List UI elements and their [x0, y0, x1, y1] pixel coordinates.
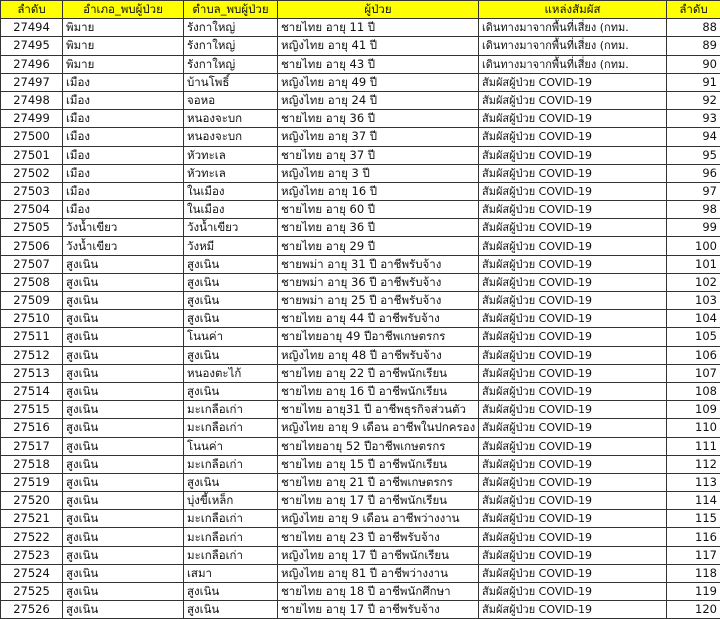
table-body: [1, 19, 720, 619]
cell-exposure-source: เดินทางมาจากพื้นที่เสี่ยง (กทม.: [479, 19, 667, 37]
cell-patient: ชายไทย อายุ 36 ปี: [278, 219, 479, 237]
cell-sequence: 88: [667, 19, 720, 37]
cell-patient: ชายไทย อายุ 15 ปี อาชีพนักเรียน: [278, 455, 479, 473]
cell-subdistrict: สูงเนิน: [184, 583, 278, 601]
cell-patient: ชายไทย อายุ 22 ปี อาชีพนักเรียน: [278, 364, 479, 382]
table-row: [1, 310, 720, 328]
cell-district: สูงเนิน: [63, 437, 184, 455]
cell-case-number: 27497: [1, 73, 63, 91]
cell-exposure-source: เดินทางมาจากพื้นที่เสี่ยง (กทม.: [479, 37, 667, 55]
table-row: [1, 273, 720, 291]
cell-case-number: 27507: [1, 255, 63, 273]
cell-subdistrict: หนองจะบก: [184, 128, 278, 146]
cell-district: สูงเนิน: [63, 546, 184, 564]
cell-subdistrict: มะเกลือเก่า: [184, 546, 278, 564]
cell-exposure-source: เดินทางมาจากพื้นที่เสี่ยง (กทม.: [479, 55, 667, 73]
cell-patient: หญิงไทย อายุ 9 เดือน อาชีพในปกครอง: [278, 419, 479, 437]
cell-case-number: 27519: [1, 473, 63, 491]
cell-district: เมือง: [63, 201, 184, 219]
cell-case-number: 27512: [1, 346, 63, 364]
cell-case-number: 27520: [1, 492, 63, 510]
cell-district: สูงเนิน: [63, 255, 184, 273]
header-exposure-source: แหล่งสัมผัส: [479, 1, 667, 19]
cell-case-number: 27505: [1, 219, 63, 237]
cell-patient: หญิงไทย อายุ 48 ปี อาชีพรับจ้าง: [278, 346, 479, 364]
cell-exposure-source: สัมผัสผู้ป่วย COVID-19: [479, 328, 667, 346]
cell-district: เมือง: [63, 164, 184, 182]
table-row: [1, 419, 720, 437]
cell-subdistrict: มะเกลือเก่า: [184, 401, 278, 419]
cell-exposure-source: สัมผัสผู้ป่วย COVID-19: [479, 201, 667, 219]
cell-exposure-source: สัมผัสผู้ป่วย COVID-19: [479, 128, 667, 146]
table-row: [1, 201, 720, 219]
cell-district: วังน้ำเขียว: [63, 219, 184, 237]
cell-case-number: 27515: [1, 401, 63, 419]
cell-patient: ชายไทย อายุ 18 ปี อาชีพนักศึกษา: [278, 583, 479, 601]
cell-sequence: 107: [667, 364, 720, 382]
cell-exposure-source: สัมผัสผู้ป่วย COVID-19: [479, 164, 667, 182]
cell-sequence: 98: [667, 201, 720, 219]
cell-case-number: 27516: [1, 419, 63, 437]
cell-district: สูงเนิน: [63, 510, 184, 528]
cell-patient: หญิงไทย อายุ 41 ปี: [278, 37, 479, 55]
cell-case-number: 27503: [1, 182, 63, 200]
cell-subdistrict: สูงเนิน: [184, 310, 278, 328]
cell-district: เมือง: [63, 146, 184, 164]
cell-exposure-source: สัมผัสผู้ป่วย COVID-19: [479, 91, 667, 109]
cell-patient: ชายไทย อายุ 37 ปี: [278, 146, 479, 164]
cell-case-number: 27522: [1, 528, 63, 546]
cell-patient: ชายไทย อายุ 21 ปี อาชีพเกษตรกร: [278, 473, 479, 491]
cell-patient: หญิงไทย อายุ 81 ปี อาชีพว่างงาน: [278, 564, 479, 582]
cell-patient: ชายไทย อายุ 23 ปี อาชีพรับจ้าง: [278, 528, 479, 546]
cell-district: เมือง: [63, 182, 184, 200]
cell-case-number: 27514: [1, 382, 63, 400]
cell-case-number: 27495: [1, 37, 63, 55]
cell-district: สูงเนิน: [63, 473, 184, 491]
cell-district: สูงเนิน: [63, 382, 184, 400]
table-header-row: [1, 1, 720, 19]
cell-subdistrict: วังหมี: [184, 237, 278, 255]
cell-sequence: 115: [667, 510, 720, 528]
cell-exposure-source: สัมผัสผู้ป่วย COVID-19: [479, 110, 667, 128]
cell-subdistrict: สูงเนิน: [184, 346, 278, 364]
cell-sequence: 116: [667, 528, 720, 546]
cell-sequence: 108: [667, 382, 720, 400]
cell-exposure-source: สัมผัสผู้ป่วย COVID-19: [479, 455, 667, 473]
table-row: [1, 292, 720, 310]
table-row: [1, 401, 720, 419]
cell-exposure-source: สัมผัสผู้ป่วย COVID-19: [479, 255, 667, 273]
cell-case-number: 27504: [1, 201, 63, 219]
cell-district: สูงเนิน: [63, 419, 184, 437]
cell-district: สูงเนิน: [63, 273, 184, 291]
cell-sequence: 99: [667, 219, 720, 237]
cell-case-number: 27509: [1, 292, 63, 310]
table-row: [1, 346, 720, 364]
table-row: [1, 583, 720, 601]
table-row: [1, 182, 720, 200]
cell-subdistrict: สูงเนิน: [184, 382, 278, 400]
cell-exposure-source: สัมผัสผู้ป่วย COVID-19: [479, 346, 667, 364]
table-row: [1, 19, 720, 37]
cell-case-number: 27510: [1, 310, 63, 328]
cell-subdistrict: หัวทะเล: [184, 164, 278, 182]
table-row: [1, 146, 720, 164]
cell-case-number: 27506: [1, 237, 63, 255]
cell-exposure-source: สัมผัสผู้ป่วย COVID-19: [479, 292, 667, 310]
cell-case-number: 27526: [1, 601, 63, 619]
cell-subdistrict: จอหอ: [184, 91, 278, 109]
cell-exposure-source: สัมผัสผู้ป่วย COVID-19: [479, 437, 667, 455]
cell-patient: ชายไทย อายุ 43 ปี: [278, 55, 479, 73]
cell-exposure-source: สัมผัสผู้ป่วย COVID-19: [479, 401, 667, 419]
cell-sequence: 90: [667, 55, 720, 73]
table-row: [1, 128, 720, 146]
cell-sequence: 101: [667, 255, 720, 273]
cell-exposure-source: สัมผัสผู้ป่วย COVID-19: [479, 419, 667, 437]
cell-patient: ชายไทย อายุ 17 ปี อาชีพรับจ้าง: [278, 601, 479, 619]
cell-patient: หญิงไทย อายุ 17 ปี อาชีพนักเรียน: [278, 546, 479, 564]
table-row: [1, 328, 720, 346]
cell-district: สูงเนิน: [63, 401, 184, 419]
table-row: [1, 73, 720, 91]
cell-sequence: 114: [667, 492, 720, 510]
cell-patient: ชายพม่า อายุ 31 ปี อาชีพรับจ้าง: [278, 255, 479, 273]
cell-sequence: 94: [667, 128, 720, 146]
cell-case-number: 27524: [1, 564, 63, 582]
cell-patient: ชายไทย อายุ 60 ปี: [278, 201, 479, 219]
cell-subdistrict: ในเมือง: [184, 201, 278, 219]
cell-subdistrict: หนองตะไก้: [184, 364, 278, 382]
cell-sequence: 119: [667, 583, 720, 601]
cell-case-number: 27499: [1, 110, 63, 128]
cell-district: สูงเนิน: [63, 601, 184, 619]
cell-exposure-source: สัมผัสผู้ป่วย COVID-19: [479, 310, 667, 328]
cell-subdistrict: สูงเนิน: [184, 473, 278, 491]
cell-patient: ชายไทย อายุ 29 ปี: [278, 237, 479, 255]
cell-case-number: 27517: [1, 437, 63, 455]
cell-district: สูงเนิน: [63, 564, 184, 582]
cell-subdistrict: หนองจะบก: [184, 110, 278, 128]
cell-patient: ชายไทยอายุ 49 ปีอาชีพเกษตรกร: [278, 328, 479, 346]
cell-case-number: 27502: [1, 164, 63, 182]
cell-district: สูงเนิน: [63, 528, 184, 546]
cell-exposure-source: สัมผัสผู้ป่วย COVID-19: [479, 219, 667, 237]
header-subdistrict: ตำบล_พบผู้ป่วย: [184, 1, 278, 19]
cell-patient: ชายไทย อายุ 11 ปี: [278, 19, 479, 37]
cell-sequence: 113: [667, 473, 720, 491]
table-row: [1, 455, 720, 473]
header-patient: ผู้ป่วย: [278, 1, 479, 19]
table-row: [1, 382, 720, 400]
table-row: [1, 364, 720, 382]
cell-sequence: 91: [667, 73, 720, 91]
cell-patient: หญิงไทย อายุ 24 ปี: [278, 91, 479, 109]
cell-case-number: 27525: [1, 583, 63, 601]
cell-subdistrict: รังกาใหญ่: [184, 55, 278, 73]
cell-case-number: 27501: [1, 146, 63, 164]
cell-exposure-source: สัมผัสผู้ป่วย COVID-19: [479, 492, 667, 510]
table-row: [1, 528, 720, 546]
cell-exposure-source: สัมผัสผู้ป่วย COVID-19: [479, 382, 667, 400]
cell-district: สูงเนิน: [63, 328, 184, 346]
cell-exposure-source: สัมผัสผู้ป่วย COVID-19: [479, 182, 667, 200]
cell-subdistrict: เสมา: [184, 564, 278, 582]
cell-exposure-source: สัมผัสผู้ป่วย COVID-19: [479, 510, 667, 528]
cell-sequence: 89: [667, 37, 720, 55]
table-row: [1, 55, 720, 73]
cell-exposure-source: สัมผัสผู้ป่วย COVID-19: [479, 546, 667, 564]
cell-subdistrict: สูงเนิน: [184, 255, 278, 273]
cell-sequence: 93: [667, 110, 720, 128]
cell-district: สูงเนิน: [63, 346, 184, 364]
cell-subdistrict: บ้านโพธิ์: [184, 73, 278, 91]
cell-subdistrict: ในเมือง: [184, 182, 278, 200]
cell-subdistrict: วังน้ำเขียว: [184, 219, 278, 237]
cell-exposure-source: สัมผัสผู้ป่วย COVID-19: [479, 473, 667, 491]
cell-district: วังน้ำเขียว: [63, 237, 184, 255]
cell-subdistrict: สูงเนิน: [184, 601, 278, 619]
cell-sequence: 95: [667, 146, 720, 164]
cell-case-number: 27511: [1, 328, 63, 346]
cell-exposure-source: สัมผัสผู้ป่วย COVID-19: [479, 146, 667, 164]
cell-patient: หญิงไทย อายุ 49 ปี: [278, 73, 479, 91]
cell-exposure-source: สัมผัสผู้ป่วย COVID-19: [479, 601, 667, 619]
header-district: อำเภอ_พบผู้ป่วย: [63, 1, 184, 19]
table-row: [1, 437, 720, 455]
cell-district: เมือง: [63, 91, 184, 109]
cell-district: เมือง: [63, 128, 184, 146]
table-row: [1, 219, 720, 237]
table-row: [1, 164, 720, 182]
cell-district: สูงเนิน: [63, 492, 184, 510]
cell-sequence: 103: [667, 292, 720, 310]
cell-sequence: 97: [667, 182, 720, 200]
cell-district: พิมาย: [63, 37, 184, 55]
cell-sequence: 112: [667, 455, 720, 473]
cell-subdistrict: โนนค่า: [184, 437, 278, 455]
cell-subdistrict: รังกาใหญ่: [184, 37, 278, 55]
header-sequence: ลำดับ: [667, 1, 720, 19]
cell-case-number: 27523: [1, 546, 63, 564]
cell-sequence: 92: [667, 91, 720, 109]
cell-exposure-source: สัมผัสผู้ป่วย COVID-19: [479, 564, 667, 582]
cell-patient: ชายไทย อายุ 36 ปี: [278, 110, 479, 128]
cell-exposure-source: สัมผัสผู้ป่วย COVID-19: [479, 273, 667, 291]
cell-district: สูงเนิน: [63, 310, 184, 328]
cell-sequence: 110: [667, 419, 720, 437]
cell-sequence: 118: [667, 564, 720, 582]
table-row: [1, 473, 720, 491]
table-row: [1, 492, 720, 510]
cell-sequence: 104: [667, 310, 720, 328]
cell-case-number: 27518: [1, 455, 63, 473]
cell-subdistrict: มะเกลือเก่า: [184, 455, 278, 473]
cell-subdistrict: โนนค่า: [184, 328, 278, 346]
table-row: [1, 110, 720, 128]
cell-patient: ชายไทย อายุ 44 ปี อาชีพรับจ้าง: [278, 310, 479, 328]
cell-patient: ชายไทย อายุ31 ปี อาชีพธุรกิจส่วนตัว: [278, 401, 479, 419]
cell-exposure-source: สัมผัสผู้ป่วย COVID-19: [479, 237, 667, 255]
cell-exposure-source: สัมผัสผู้ป่วย COVID-19: [479, 364, 667, 382]
cell-sequence: 102: [667, 273, 720, 291]
header-case-number: ลำดับ: [1, 1, 63, 19]
cell-sequence: 111: [667, 437, 720, 455]
cell-case-number: 27521: [1, 510, 63, 528]
cell-subdistrict: มะเกลือเก่า: [184, 510, 278, 528]
cell-district: สูงเนิน: [63, 292, 184, 310]
cell-patient: ชายพม่า อายุ 36 ปี อาชีพรับจ้าง: [278, 273, 479, 291]
cell-patient: หญิงไทย อายุ 37 ปี: [278, 128, 479, 146]
cell-case-number: 27498: [1, 91, 63, 109]
cell-exposure-source: สัมผัสผู้ป่วย COVID-19: [479, 528, 667, 546]
cell-subdistrict: มะเกลือเก่า: [184, 419, 278, 437]
cell-sequence: 120: [667, 601, 720, 619]
table-row: [1, 546, 720, 564]
cell-exposure-source: สัมผัสผู้ป่วย COVID-19: [479, 583, 667, 601]
cell-patient: ชายไทยอายุ 52 ปีอาชีพเกษตรกร: [278, 437, 479, 455]
cell-case-number: 27494: [1, 19, 63, 37]
cell-district: เมือง: [63, 110, 184, 128]
cell-patient: หญิงไทย อายุ 3 ปี: [278, 164, 479, 182]
cell-district: พิมาย: [63, 55, 184, 73]
table-row: [1, 601, 720, 619]
cell-patient: หญิงไทย อายุ 16 ปี: [278, 182, 479, 200]
cell-case-number: 27513: [1, 364, 63, 382]
cell-district: สูงเนิน: [63, 455, 184, 473]
cell-patient: ชายไทย อายุ 17 ปี อาชีพนักเรียน: [278, 492, 479, 510]
cell-sequence: 105: [667, 328, 720, 346]
cell-case-number: 27508: [1, 273, 63, 291]
cell-subdistrict: สูงเนิน: [184, 292, 278, 310]
table-row: [1, 510, 720, 528]
cell-sequence: 96: [667, 164, 720, 182]
cell-case-number: 27500: [1, 128, 63, 146]
cell-district: เมือง: [63, 73, 184, 91]
cell-patient: หญิงไทย อายุ 9 เดือน อาชีพว่างงาน: [278, 510, 479, 528]
table-row: [1, 91, 720, 109]
cell-patient: ชายไทย อายุ 16 ปี อาชีพนักเรียน: [278, 382, 479, 400]
cell-district: สูงเนิน: [63, 364, 184, 382]
cell-district: สูงเนิน: [63, 583, 184, 601]
table-row: [1, 564, 720, 582]
cell-sequence: 109: [667, 401, 720, 419]
cell-subdistrict: บุ่งขี้เหล็ก: [184, 492, 278, 510]
cell-district: พิมาย: [63, 19, 184, 37]
table-row: [1, 237, 720, 255]
table-row: [1, 255, 720, 273]
cell-sequence: 106: [667, 346, 720, 364]
cell-patient: ชายพม่า อายุ 25 ปี อาชีพรับจ้าง: [278, 292, 479, 310]
cell-sequence: 100: [667, 237, 720, 255]
cell-sequence: 117: [667, 546, 720, 564]
cell-exposure-source: สัมผัสผู้ป่วย COVID-19: [479, 73, 667, 91]
cell-subdistrict: หัวทะเล: [184, 146, 278, 164]
cell-case-number: 27496: [1, 55, 63, 73]
cell-subdistrict: มะเกลือเก่า: [184, 528, 278, 546]
table-row: [1, 37, 720, 55]
cell-subdistrict: สูงเนิน: [184, 273, 278, 291]
cell-subdistrict: รังกาใหญ่: [184, 19, 278, 37]
